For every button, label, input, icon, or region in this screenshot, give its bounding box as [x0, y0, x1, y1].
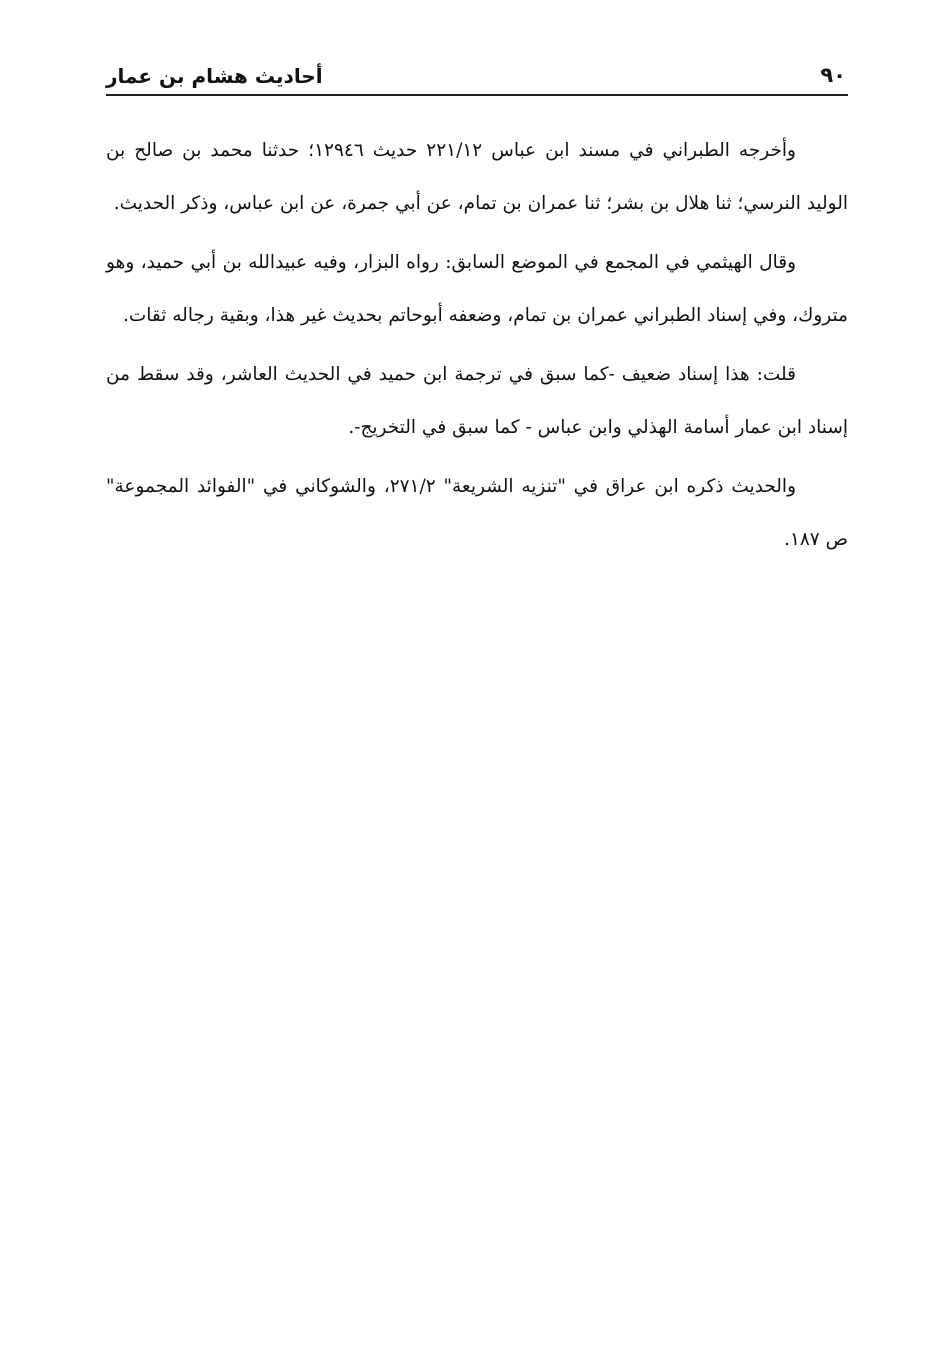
paragraph-haythami: وقال الهيثمي في المجمع في الموضع السابق: رواه البزار، وفيه عبيدالله بن أبي حميد، وهو متروك، وفي إسناد الطبراني عمران بن تمام، وضعفه أبوحاتم بحديث غير هذا، وبقية رجاله ثقات.	[106, 252, 848, 326]
paragraph-qultu: قلت: هذا إسناد ضعيف -كما سبق في ترجمة ابن حميد في الحديث العاشر، وقد سقط من إسناد ابن عمار أسامة الهذلي وابن عباس - كما سبق في التخريج-.	[106, 364, 848, 438]
body-text	[106, 124, 848, 572]
running-header	[106, 52, 848, 92]
paragraph-references: والحديث ذكره ابن عراق في "تنزيه الشريعة" ٢٧١/٢، والشوكاني في "الفوائد المجموعة" ص ١٨٧.	[106, 476, 848, 550]
header-rule	[106, 94, 848, 96]
book-title: أحاديث هشام بن عمار	[106, 64, 323, 88]
paragraph-takhrij: وأخرجه الطبراني في مسند ابن عباس ٢٢١/١٢ حديث ١٢٩٤٦؛ حدثنا محمد بن صالح بن الوليد النرسي؛ ثنا هلال بن بشر؛ ثنا عمران بن تمام، عن أبي جمرة، عن ابن عباس، وذكر الحديث.	[106, 140, 848, 214]
page-number: ٩٠	[820, 63, 846, 87]
